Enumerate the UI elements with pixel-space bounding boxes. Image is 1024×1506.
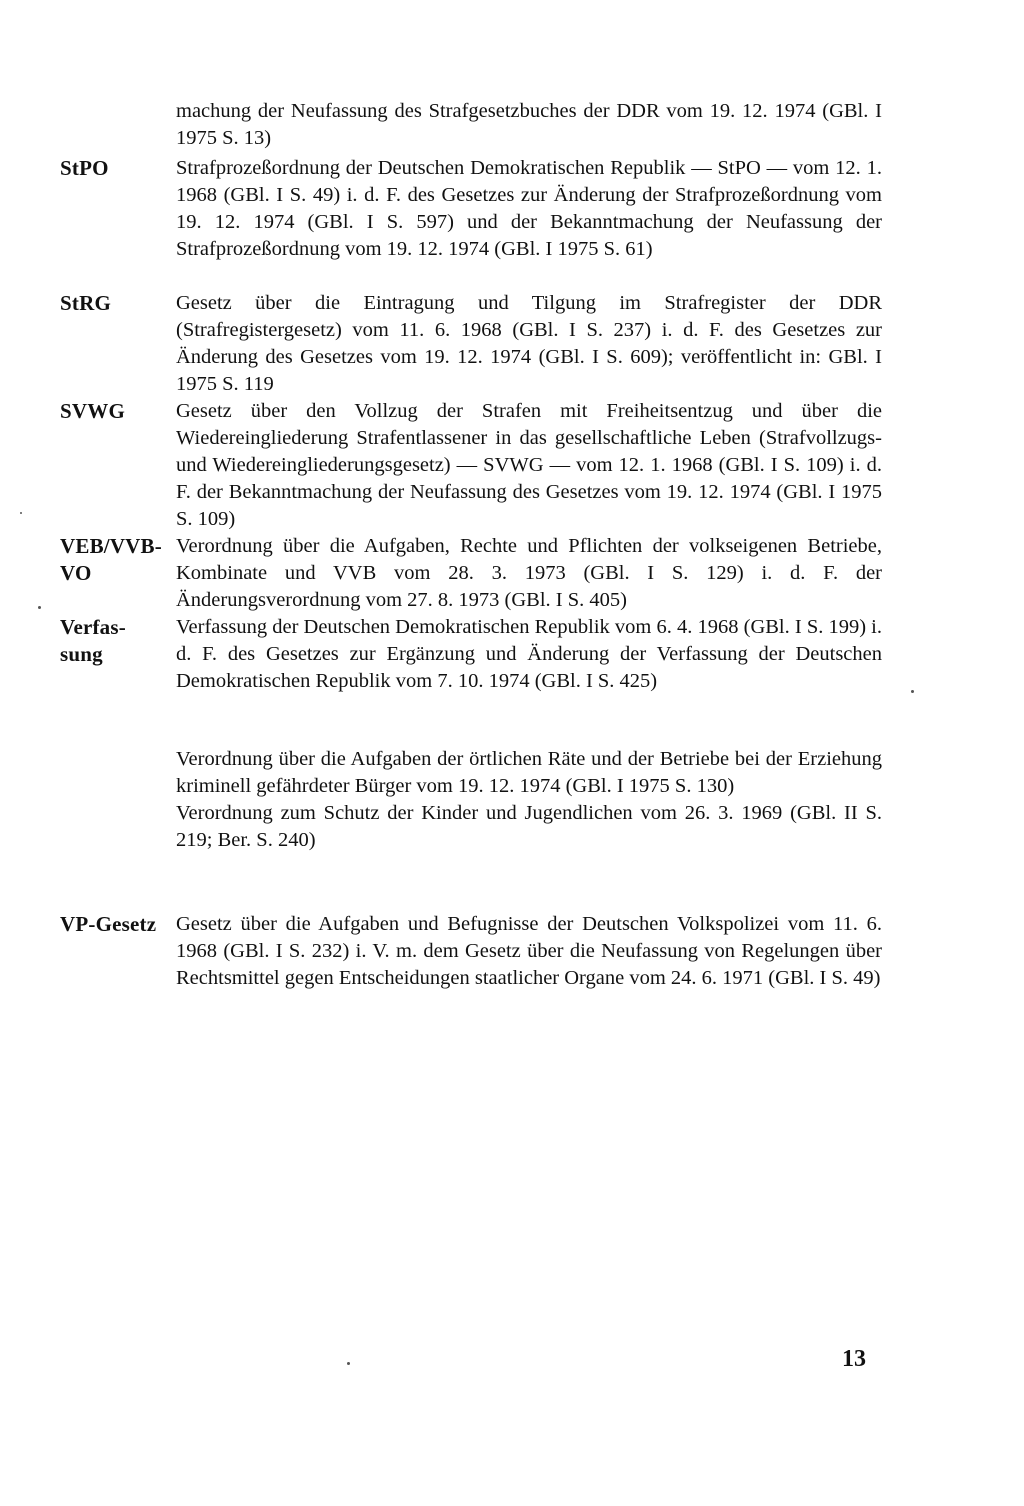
entry-abbreviation: VP-Gesetz <box>60 912 157 936</box>
entry-paragraph: Gesetz über den Vollzug der Strafen mit Freiheitsentzug und über die Wiedereingliederung Strafentlassener in das gesellschaftliche Leben (Strafvollzugs- und Wiedereingliederungsgesetz) — SVWG — vom 12. 1. 1968 (GBl. I S. 109) i. d. F. der Bekanntmachung der Neufassung des Gesetzes vom 19. 12. 1974 (GBl. I 1975 S. 109) <box>176 400 882 530</box>
entry-abbreviation: StRG <box>60 291 111 315</box>
entry-text <box>176 911 882 992</box>
entry-paragraph: Verfassung der Deutschen Demokratischen Republik vom 6. 4. 1968 (GBl. I S. 199) i. d. F. des Gesetzes zur Ergänzung und Änderung der Verfassung der Deutschen Demokratischen Republik vom 7. 10. 1974 (GBl. I S. 425) <box>176 616 882 692</box>
entry-abbreviation: SVWG <box>60 399 125 423</box>
entry-text <box>176 533 882 614</box>
scan-speck <box>38 606 41 609</box>
scan-speck <box>20 512 22 514</box>
entry-paragraph: Verordnung über die Aufgaben, Rechte und Pflichten der volkseigenen Betriebe, Kombinate und VVB vom 28. 3. 1973 (GBl. I S. 129) i. d. F. der Änderungsverordnung vom 27. 8. 1973 (GBl. I S. 405) <box>176 535 882 611</box>
entry-text <box>176 746 882 854</box>
entry-paragraph: Verordnung zum Schutz der Kinder und Jugendlichen vom 26. 3. 1969 (GBl. II S. 219; Ber. S. 240) <box>176 802 882 851</box>
entry-abbreviation: StPO <box>60 156 109 180</box>
entry-abbreviation: VEB/VVB- VO <box>60 534 162 585</box>
entry-abbreviation: Verfas- sung <box>60 615 126 666</box>
entry-text <box>176 290 882 398</box>
entry-text <box>176 98 882 152</box>
scan-speck <box>911 690 914 693</box>
entry-text <box>176 614 882 695</box>
entry-paragraph: Gesetz über die Eintragung und Tilgung im Strafregister der DDR (Strafregistergesetz) vom 11. 6. 1968 (GBl. I S. 237) i. d. F. des Gesetzes zur Änderung des Gesetzes vom 19. 12. 1974 (GBl. I S. 609); veröffentlicht in: GBl. I 1975 S. 119 <box>176 292 882 395</box>
page-number: 13 <box>842 1346 866 1372</box>
entry-text <box>176 398 882 533</box>
entry-paragraph: Gesetz über die Aufgaben und Befugnisse der Deutschen Volkspolizei vom 11. 6. 1968 (GBl. I S. 232) i. V. m. dem Gesetz über die Neufassung von Regelungen über Rechtsmittel gegen Entscheidungen staatlicher Organe vom 24. 6. 1971 (GBl. I S. 49) <box>176 913 882 989</box>
entry-text <box>176 155 882 263</box>
scan-speck <box>347 1362 350 1365</box>
entry-paragraph: Verordnung über die Aufgaben der örtlichen Räte und der Betriebe bei der Erziehung kriminell gefährdeter Bürger vom 19. 12. 1974 (GBl. I 1975 S. 130) <box>176 748 882 797</box>
entry-paragraph: machung der Neufassung des Strafgesetzbuches der DDR vom 19. 12. 1974 (GBl. I 1975 S. 13) <box>176 100 882 149</box>
entry-paragraph: Strafprozeßordnung der Deutschen Demokratischen Republik — StPO — vom 12. 1. 1968 (GBl. I S. 49) i. d. F. des Gesetzes zur Änderung der Strafprozeßordnung vom 19. 12. 1974 (GBl. I S. 597) und der Bekanntmachung der Neufassung der Strafprozeßordnung vom 19. 12. 1974 (GBl. I 1975 S. 61) <box>176 157 882 260</box>
